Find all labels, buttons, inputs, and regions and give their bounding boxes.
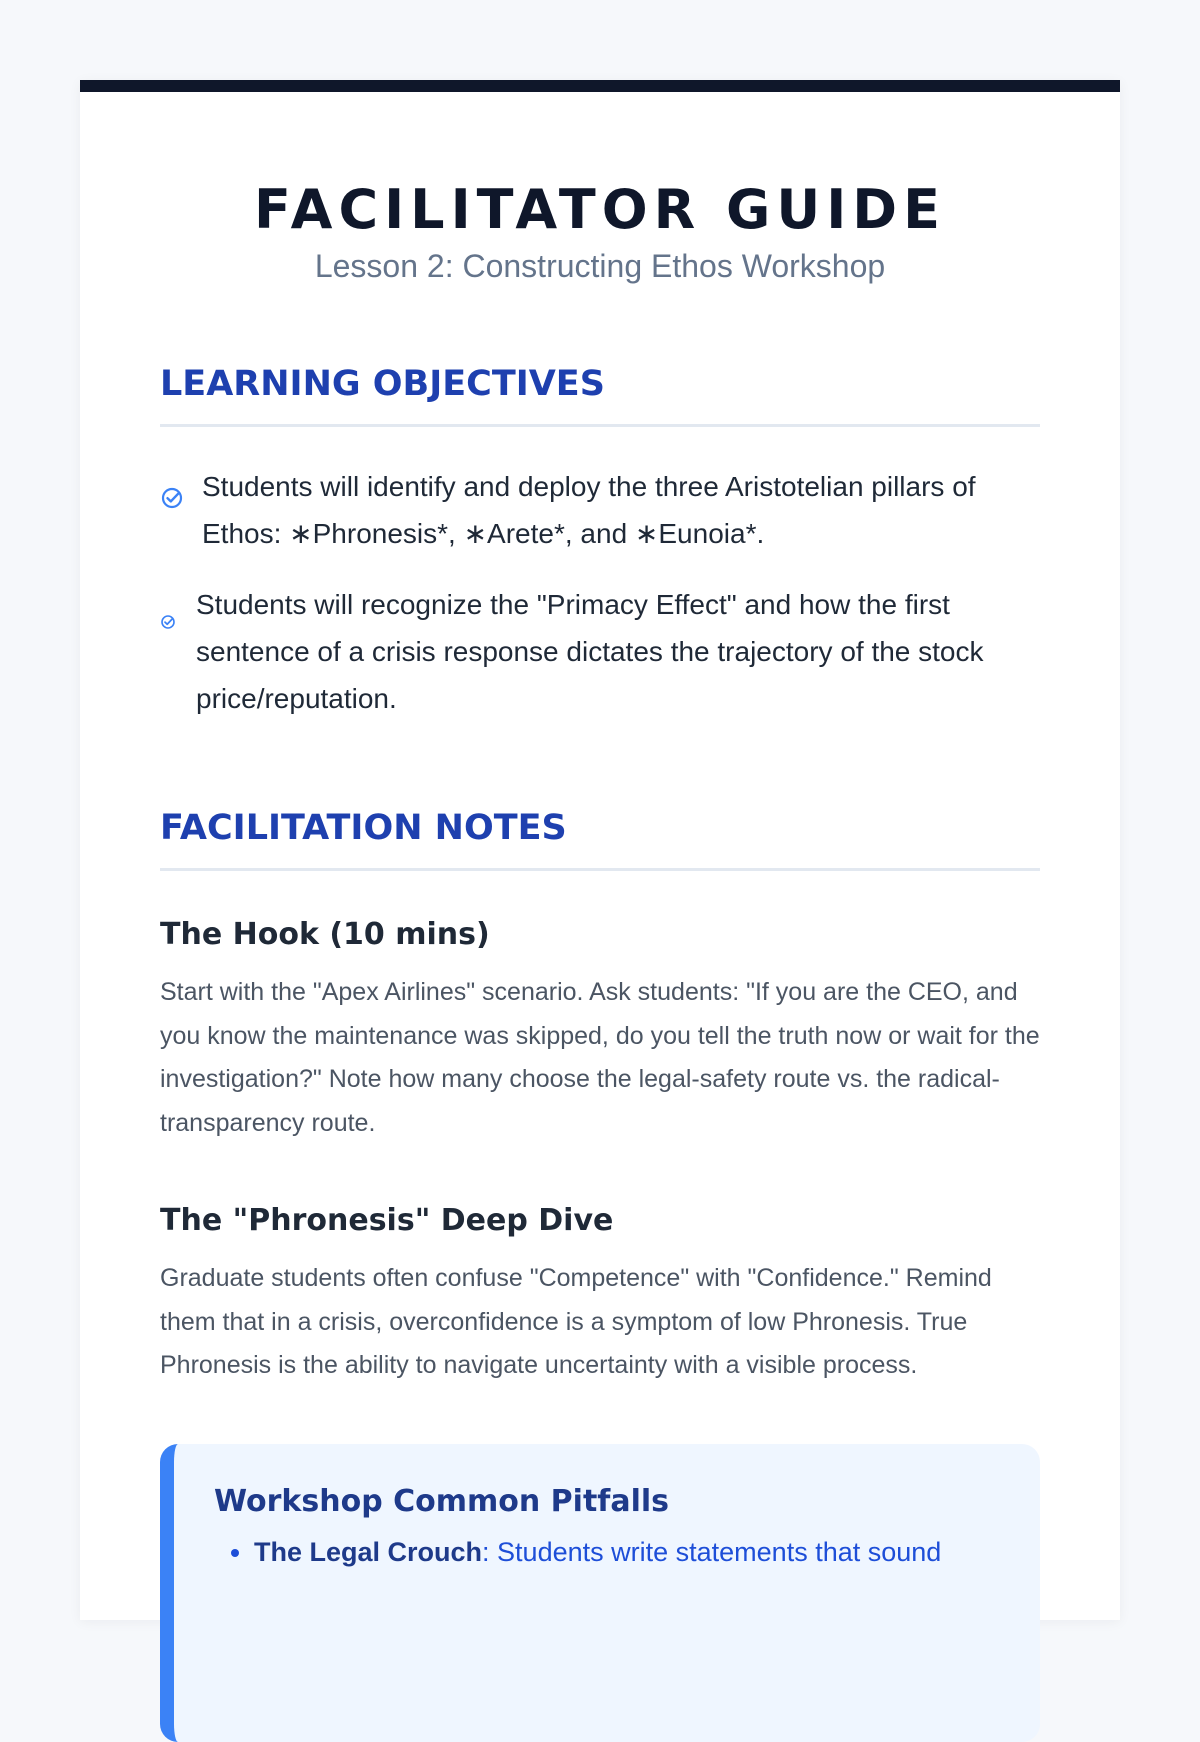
hook-body: Start with the "Apex Airlines" scenario. Ask students: "If you are the CEO, and you know the maintenance was skipped, do you tell the truth now or wait for the investigation?" Note how many choose the legal-safety route vs. the radical-transparency route.	[160, 978, 1040, 1137]
phronesis-heading: The "Phronesis" Deep Dive	[160, 1203, 614, 1238]
pitfall-text: Students write statements that sound	[497, 1536, 942, 1567]
pitfalls-title: Workshop Common Pitfalls	[214, 1483, 670, 1519]
check-circle-icon	[160, 477, 184, 524]
objective-text: Students will identify and deploy the three Aristotelian pillars of Ethos: ∗Phronesis*, ∗Arete*, and ∗Eunoia*.	[202, 471, 976, 549]
hook-heading: The Hook (10 mins)	[160, 917, 490, 952]
document-page	[80, 80, 1120, 1620]
page-subtitle: Lesson 2: Constructing Ethos Workshop	[314, 248, 886, 284]
pitfalls-list	[214, 1532, 1000, 1572]
facilitation-notes-heading: FACILITATION NOTES	[160, 806, 1040, 871]
objective-item	[160, 463, 1040, 557]
pitfall-item: • The Legal Crouch: Students write statements that sound	[254, 1532, 1000, 1572]
learning-objectives-section	[160, 362, 1040, 722]
pitfalls-callout	[160, 1444, 1040, 1742]
objectives-list	[160, 463, 1040, 722]
page-title: FACILITATOR GUIDE	[253, 178, 947, 241]
check-circle-icon	[160, 597, 176, 644]
objective-text: Students will recognize the "Primacy Effect" and how the first sentence of a crisis response dictates the trajectory of the stock price/reputation.	[196, 589, 984, 714]
objective-item	[160, 581, 1040, 722]
facilitation-notes-section	[160, 806, 1040, 1742]
learning-objectives-heading: LEARNING OBJECTIVES	[160, 362, 1040, 427]
pitfall-lead: The Legal Crouch	[254, 1536, 483, 1567]
phronesis-body: Graduate students often confuse "Competence" with "Confidence." Remind them that in a crisis, overconfidence is a symptom of low Phronesis. True Phronesis is the ability to navigate uncertainty with a visible process.	[160, 1264, 992, 1379]
